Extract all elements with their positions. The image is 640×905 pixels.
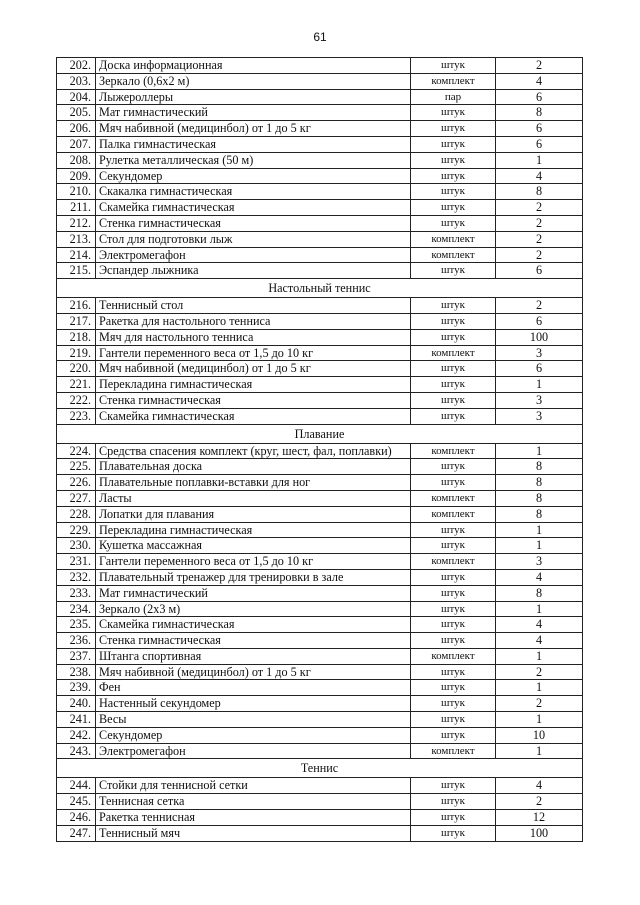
table-row bbox=[57, 712, 583, 728]
section-header-row bbox=[57, 279, 583, 298]
equipment-table-body bbox=[57, 58, 583, 842]
item-quantity: 4 bbox=[496, 778, 583, 794]
item-unit: штук bbox=[411, 377, 496, 393]
table-row bbox=[57, 490, 583, 506]
item-unit: штук bbox=[411, 392, 496, 408]
item-quantity: 8 bbox=[496, 506, 583, 522]
item-quantity: 3 bbox=[496, 554, 583, 570]
row-number: 219. bbox=[57, 345, 96, 361]
section-header-row bbox=[57, 424, 583, 443]
table-row bbox=[57, 263, 583, 279]
row-number: 220. bbox=[57, 361, 96, 377]
row-number: 222. bbox=[57, 392, 96, 408]
row-number: 232. bbox=[57, 569, 96, 585]
item-unit: комплект bbox=[411, 231, 496, 247]
table-row bbox=[57, 506, 583, 522]
table-row bbox=[57, 298, 583, 314]
table-row bbox=[57, 313, 583, 329]
item-quantity: 4 bbox=[496, 73, 583, 89]
table-row bbox=[57, 554, 583, 570]
item-unit: штук bbox=[411, 825, 496, 841]
item-quantity: 3 bbox=[496, 392, 583, 408]
row-number: 209. bbox=[57, 168, 96, 184]
item-unit: штук bbox=[411, 121, 496, 137]
item-name: Мяч набивной (медицинбол) от 1 до 5 кг bbox=[96, 664, 411, 680]
item-quantity: 8 bbox=[496, 475, 583, 491]
item-quantity: 6 bbox=[496, 89, 583, 105]
item-unit: штук bbox=[411, 329, 496, 345]
row-number: 211. bbox=[57, 200, 96, 216]
item-unit: штук bbox=[411, 105, 496, 121]
item-unit: штук bbox=[411, 200, 496, 216]
item-quantity: 1 bbox=[496, 712, 583, 728]
item-name: Зеркало (0,6х2 м) bbox=[96, 73, 411, 89]
table-row bbox=[57, 648, 583, 664]
row-number: 215. bbox=[57, 263, 96, 279]
item-unit: штук bbox=[411, 727, 496, 743]
row-number: 238. bbox=[57, 664, 96, 680]
item-quantity: 2 bbox=[496, 696, 583, 712]
item-unit: штук bbox=[411, 408, 496, 424]
row-number: 223. bbox=[57, 408, 96, 424]
table-row bbox=[57, 601, 583, 617]
table-row bbox=[57, 778, 583, 794]
table-row bbox=[57, 121, 583, 137]
table-row bbox=[57, 585, 583, 601]
item-name: Стенка гимнастическая bbox=[96, 392, 411, 408]
row-number: 228. bbox=[57, 506, 96, 522]
table-row bbox=[57, 727, 583, 743]
row-number: 229. bbox=[57, 522, 96, 538]
item-unit: штук bbox=[411, 585, 496, 601]
row-number: 202. bbox=[57, 58, 96, 74]
item-quantity: 8 bbox=[496, 490, 583, 506]
item-quantity: 100 bbox=[496, 329, 583, 345]
item-name: Мат гимнастический bbox=[96, 585, 411, 601]
section-title: Теннис bbox=[57, 759, 583, 778]
row-number: 240. bbox=[57, 696, 96, 712]
item-name: Эспандер лыжника bbox=[96, 263, 411, 279]
item-name: Скамейка гимнастическая bbox=[96, 200, 411, 216]
table-row bbox=[57, 443, 583, 459]
row-number: 218. bbox=[57, 329, 96, 345]
table-row bbox=[57, 825, 583, 841]
row-number: 231. bbox=[57, 554, 96, 570]
row-number: 208. bbox=[57, 152, 96, 168]
item-quantity: 100 bbox=[496, 825, 583, 841]
row-number: 212. bbox=[57, 215, 96, 231]
row-number: 205. bbox=[57, 105, 96, 121]
item-quantity: 4 bbox=[496, 168, 583, 184]
table-row bbox=[57, 743, 583, 759]
item-name: Лопатки для плавания bbox=[96, 506, 411, 522]
row-number: 224. bbox=[57, 443, 96, 459]
item-unit: пар bbox=[411, 89, 496, 105]
item-quantity: 8 bbox=[496, 585, 583, 601]
row-number: 245. bbox=[57, 794, 96, 810]
table-row bbox=[57, 136, 583, 152]
row-number: 237. bbox=[57, 648, 96, 664]
row-number: 206. bbox=[57, 121, 96, 137]
item-quantity: 1 bbox=[496, 648, 583, 664]
row-number: 242. bbox=[57, 727, 96, 743]
item-unit: комплект bbox=[411, 490, 496, 506]
item-quantity: 2 bbox=[496, 298, 583, 314]
item-unit: штук bbox=[411, 569, 496, 585]
table-row bbox=[57, 538, 583, 554]
item-quantity: 10 bbox=[496, 727, 583, 743]
item-name: Настенный секундомер bbox=[96, 696, 411, 712]
item-quantity: 1 bbox=[496, 538, 583, 554]
table-row bbox=[57, 361, 583, 377]
item-name: Стол для подготовки лыж bbox=[96, 231, 411, 247]
table-row bbox=[57, 664, 583, 680]
table-row bbox=[57, 459, 583, 475]
item-name: Секундомер bbox=[96, 168, 411, 184]
item-unit: штук bbox=[411, 263, 496, 279]
item-name: Перекладина гимнастическая bbox=[96, 377, 411, 393]
item-quantity: 1 bbox=[496, 743, 583, 759]
item-quantity: 1 bbox=[496, 522, 583, 538]
item-unit: штук bbox=[411, 459, 496, 475]
item-unit: штук bbox=[411, 522, 496, 538]
item-name: Электромегафон bbox=[96, 247, 411, 263]
row-number: 204. bbox=[57, 89, 96, 105]
row-number: 217. bbox=[57, 313, 96, 329]
row-number: 230. bbox=[57, 538, 96, 554]
item-unit: штук bbox=[411, 298, 496, 314]
item-quantity: 2 bbox=[496, 200, 583, 216]
item-name: Стенка гимнастическая bbox=[96, 215, 411, 231]
item-name: Перекладина гимнастическая bbox=[96, 522, 411, 538]
item-name: Кушетка массажная bbox=[96, 538, 411, 554]
section-title: Настольный теннис bbox=[57, 279, 583, 298]
section-header-row bbox=[57, 759, 583, 778]
item-quantity: 3 bbox=[496, 408, 583, 424]
item-name: Мат гимнастический bbox=[96, 105, 411, 121]
row-number: 213. bbox=[57, 231, 96, 247]
item-name: Штанга спортивная bbox=[96, 648, 411, 664]
item-name: Плавательный тренажер для тренировки в зале bbox=[96, 569, 411, 585]
row-number: 243. bbox=[57, 743, 96, 759]
table-row bbox=[57, 522, 583, 538]
row-number: 226. bbox=[57, 475, 96, 491]
item-unit: комплект bbox=[411, 247, 496, 263]
item-unit: комплект bbox=[411, 506, 496, 522]
item-name: Весы bbox=[96, 712, 411, 728]
item-quantity: 2 bbox=[496, 58, 583, 74]
table-row bbox=[57, 377, 583, 393]
item-quantity: 4 bbox=[496, 633, 583, 649]
item-name: Доска информационная bbox=[96, 58, 411, 74]
table-row bbox=[57, 168, 583, 184]
item-name: Зеркало (2х3 м) bbox=[96, 601, 411, 617]
item-quantity: 6 bbox=[496, 263, 583, 279]
item-quantity: 2 bbox=[496, 794, 583, 810]
item-quantity: 4 bbox=[496, 569, 583, 585]
item-name: Мяч набивной (медицинбол) от 1 до 5 кг bbox=[96, 121, 411, 137]
item-name: Стойки для теннисной сетки bbox=[96, 778, 411, 794]
row-number: 225. bbox=[57, 459, 96, 475]
item-name: Теннисная сетка bbox=[96, 794, 411, 810]
item-quantity: 12 bbox=[496, 810, 583, 826]
table-row bbox=[57, 152, 583, 168]
item-quantity: 8 bbox=[496, 105, 583, 121]
item-unit: штук bbox=[411, 664, 496, 680]
item-unit: штук bbox=[411, 538, 496, 554]
row-number: 207. bbox=[57, 136, 96, 152]
item-unit: штук bbox=[411, 184, 496, 200]
table-row bbox=[57, 408, 583, 424]
table-row bbox=[57, 184, 583, 200]
item-unit: штук bbox=[411, 712, 496, 728]
item-unit: штук bbox=[411, 680, 496, 696]
item-name: Фен bbox=[96, 680, 411, 696]
item-quantity: 2 bbox=[496, 664, 583, 680]
item-unit: штук bbox=[411, 361, 496, 377]
item-quantity: 8 bbox=[496, 459, 583, 475]
item-name: Плавательные поплавки-вставки для ног bbox=[96, 475, 411, 491]
item-quantity: 2 bbox=[496, 231, 583, 247]
table-row bbox=[57, 329, 583, 345]
item-quantity: 6 bbox=[496, 121, 583, 137]
item-unit: штук bbox=[411, 617, 496, 633]
item-name: Скамейка гимнастическая bbox=[96, 617, 411, 633]
page-number: 61 bbox=[313, 30, 327, 44]
item-quantity: 8 bbox=[496, 184, 583, 200]
item-name: Средства спасения комплект (круг, шест, фал, поплавки) bbox=[96, 443, 411, 459]
item-unit: штук bbox=[411, 168, 496, 184]
item-quantity: 6 bbox=[496, 313, 583, 329]
table-row bbox=[57, 569, 583, 585]
item-name: Палка гимнастическая bbox=[96, 136, 411, 152]
item-unit: комплект bbox=[411, 345, 496, 361]
table-row bbox=[57, 215, 583, 231]
table-row bbox=[57, 247, 583, 263]
item-quantity: 1 bbox=[496, 680, 583, 696]
table-row bbox=[57, 680, 583, 696]
table-row bbox=[57, 475, 583, 491]
item-unit: штук bbox=[411, 778, 496, 794]
item-name: Мяч набивной (медицинбол) от 1 до 5 кг bbox=[96, 361, 411, 377]
item-quantity: 2 bbox=[496, 247, 583, 263]
item-unit: штук bbox=[411, 58, 496, 74]
row-number: 210. bbox=[57, 184, 96, 200]
table-row bbox=[57, 392, 583, 408]
table-row bbox=[57, 231, 583, 247]
table-row bbox=[57, 794, 583, 810]
item-name: Стенка гимнастическая bbox=[96, 633, 411, 649]
item-name: Электромегафон bbox=[96, 743, 411, 759]
item-unit: штук bbox=[411, 313, 496, 329]
item-name: Гантели переменного веса от 1,5 до 10 кг bbox=[96, 554, 411, 570]
row-number: 221. bbox=[57, 377, 96, 393]
table-row bbox=[57, 810, 583, 826]
table-row bbox=[57, 345, 583, 361]
item-name: Плавательная доска bbox=[96, 459, 411, 475]
table-row bbox=[57, 617, 583, 633]
table-row bbox=[57, 200, 583, 216]
row-number: 244. bbox=[57, 778, 96, 794]
table-row bbox=[57, 58, 583, 74]
row-number: 227. bbox=[57, 490, 96, 506]
item-quantity: 6 bbox=[496, 361, 583, 377]
section-title: Плавание bbox=[57, 424, 583, 443]
item-name: Скакалка гимнастическая bbox=[96, 184, 411, 200]
row-number: 247. bbox=[57, 825, 96, 841]
item-quantity: 3 bbox=[496, 345, 583, 361]
item-quantity: 1 bbox=[496, 377, 583, 393]
item-name: Ракетка теннисная bbox=[96, 810, 411, 826]
item-name: Лыжероллеры bbox=[96, 89, 411, 105]
item-unit: комплект bbox=[411, 743, 496, 759]
row-number: 241. bbox=[57, 712, 96, 728]
item-unit: комплект bbox=[411, 648, 496, 664]
row-number: 235. bbox=[57, 617, 96, 633]
item-name: Теннисный стол bbox=[96, 298, 411, 314]
item-unit: штук bbox=[411, 475, 496, 491]
row-number: 233. bbox=[57, 585, 96, 601]
table-row bbox=[57, 633, 583, 649]
item-quantity: 6 bbox=[496, 136, 583, 152]
table-row bbox=[57, 89, 583, 105]
row-number: 216. bbox=[57, 298, 96, 314]
item-unit: штук bbox=[411, 215, 496, 231]
item-quantity: 1 bbox=[496, 443, 583, 459]
item-quantity: 1 bbox=[496, 601, 583, 617]
table-row bbox=[57, 105, 583, 121]
row-number: 246. bbox=[57, 810, 96, 826]
row-number: 239. bbox=[57, 680, 96, 696]
item-unit: комплект bbox=[411, 554, 496, 570]
item-unit: штук bbox=[411, 810, 496, 826]
item-name: Рулетка металлическая (50 м) bbox=[96, 152, 411, 168]
table-row bbox=[57, 73, 583, 89]
item-unit: штук bbox=[411, 794, 496, 810]
table-row bbox=[57, 696, 583, 712]
item-name: Гантели переменного веса от 1,5 до 10 кг bbox=[96, 345, 411, 361]
item-quantity: 4 bbox=[496, 617, 583, 633]
item-quantity: 1 bbox=[496, 152, 583, 168]
item-unit: штук bbox=[411, 633, 496, 649]
row-number: 203. bbox=[57, 73, 96, 89]
item-unit: штук bbox=[411, 152, 496, 168]
row-number: 234. bbox=[57, 601, 96, 617]
item-name: Скамейка гимнастическая bbox=[96, 408, 411, 424]
item-unit: штук bbox=[411, 601, 496, 617]
item-name: Секундомер bbox=[96, 727, 411, 743]
item-unit: комплект bbox=[411, 443, 496, 459]
item-name: Ракетка для настольного тенниса bbox=[96, 313, 411, 329]
item-name: Мяч для настольного тенниса bbox=[96, 329, 411, 345]
row-number: 236. bbox=[57, 633, 96, 649]
item-name: Теннисный мяч bbox=[96, 825, 411, 841]
item-quantity: 2 bbox=[496, 215, 583, 231]
equipment-table bbox=[56, 57, 583, 842]
row-number: 214. bbox=[57, 247, 96, 263]
item-unit: штук bbox=[411, 696, 496, 712]
item-unit: штук bbox=[411, 136, 496, 152]
item-name: Ласты bbox=[96, 490, 411, 506]
item-unit: комплект bbox=[411, 73, 496, 89]
